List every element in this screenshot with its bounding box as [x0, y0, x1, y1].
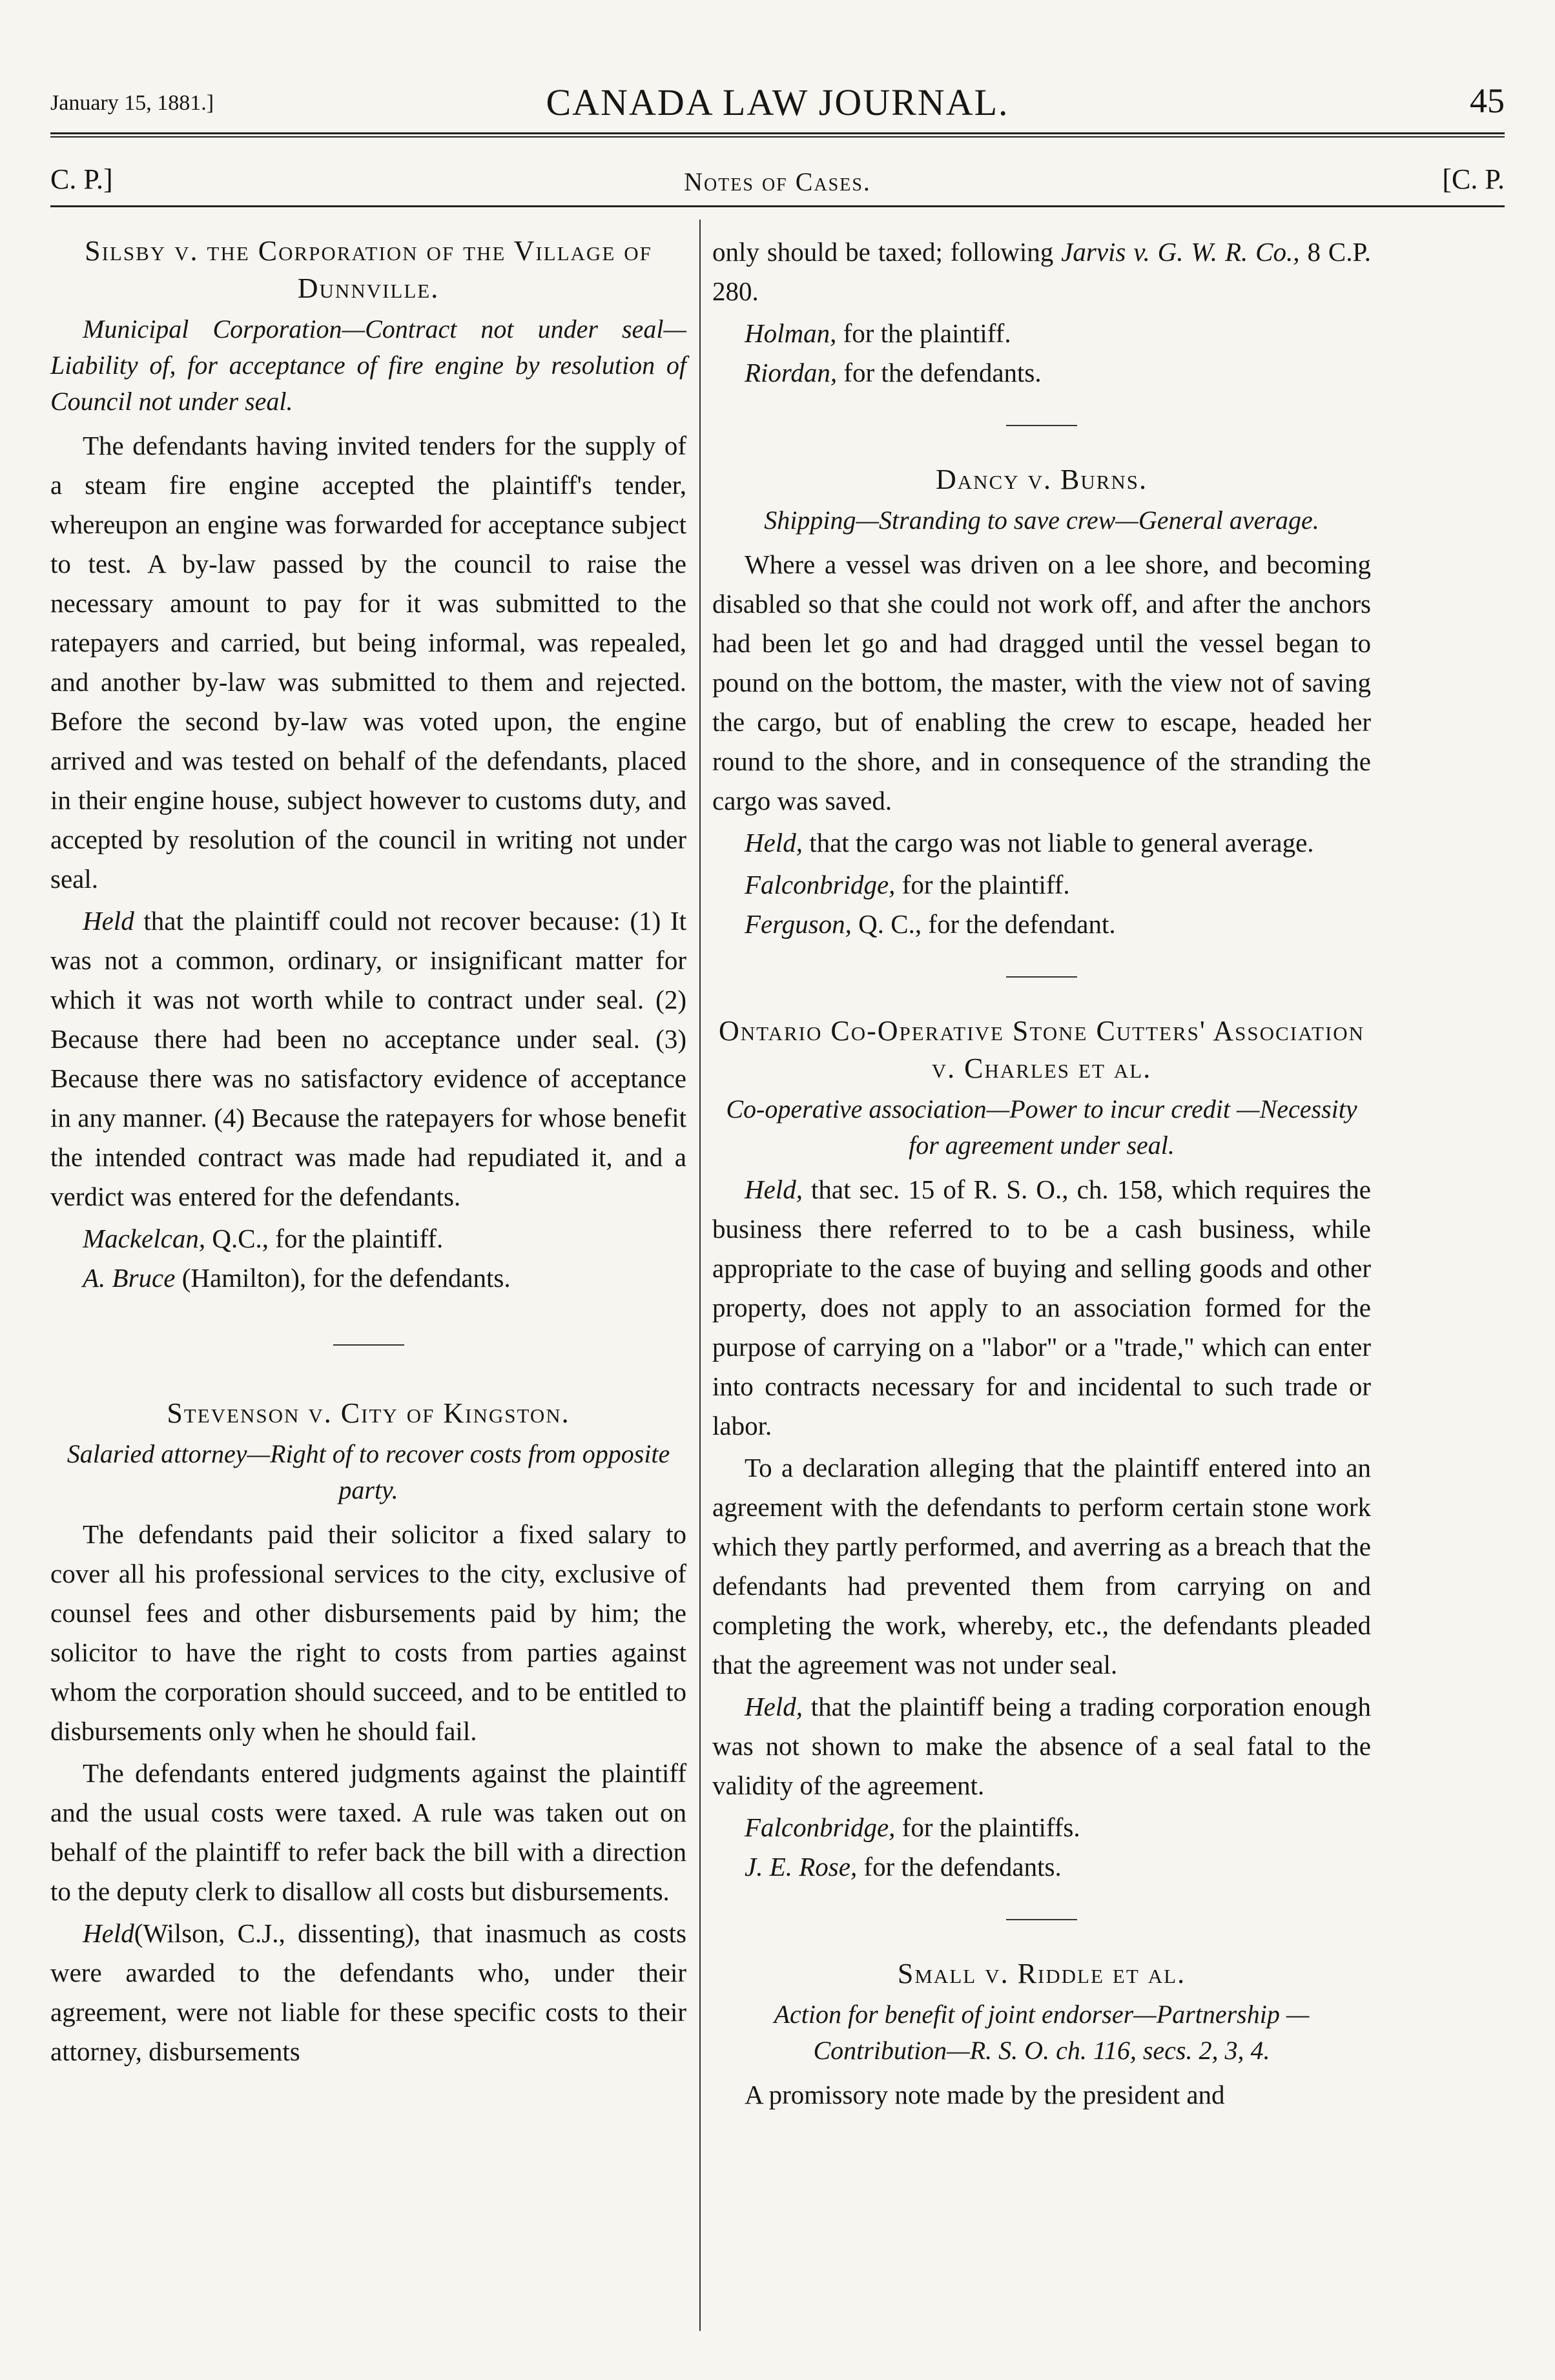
section-title: Notes of Cases.	[684, 167, 871, 196]
court-tag-left: C. P.]	[50, 163, 113, 195]
counsel-name: Falconbridge,	[745, 1812, 896, 1842]
counsel-line	[745, 1847, 1371, 1887]
held-text: that the plaintiff could not recover because: (1) It was not a common, ordinary, or insignificant matter for which it was not worth while to contract under seal. (2) Because there had been no acceptance under seal. (3) Because there was no satisfactory evidence of acceptance in any manner. (4) Because the ratepayers for whose benefit the intended contract was made had repudiated it, and a verdict was entered for the defendants.	[50, 906, 686, 1211]
counsel-role: for the plaintiff.	[836, 318, 1011, 348]
case-title-dancy: Dancy v. Burns.	[935, 464, 1148, 495]
headnote-ontario: Co-operative association—Power to incur credit —Necessity for agreement under seal.	[726, 1094, 1357, 1160]
continued-text: only should be taxed; following	[712, 237, 1062, 267]
left-column	[50, 232, 686, 2074]
counsel-name: Ferguson,	[745, 909, 852, 939]
counsel-role: for the defendants.	[857, 1852, 1062, 1882]
counsel-role: for the plaintiffs.	[895, 1812, 1080, 1842]
counsel-line	[83, 1258, 686, 1298]
paragraph	[50, 901, 686, 1216]
case-separator	[333, 1344, 404, 1346]
counsel-role: (Hamilton), for the defendants.	[175, 1263, 511, 1293]
section-rule	[50, 205, 1505, 207]
case-separator	[1006, 425, 1077, 426]
case-title-stevenson: Stevenson v. City of Kingston.	[167, 1397, 570, 1429]
section-header	[50, 155, 1505, 200]
court-tag-right: [C. P.	[1442, 163, 1505, 195]
held-word: Held	[83, 906, 134, 936]
held-word: Held,	[745, 1692, 803, 1721]
held-text: that sec. 15 of R. S. O., ch. 158, which requires the business there referred to to be a cash business, while appropriate to the case of buying and selling goods and other property, does not apply to an association formed for the purpose of carrying on a "labor" or a "trade," which can enter into contracts necessary for and incidental to such trade or labor.	[712, 1175, 1371, 1441]
held-word: Held	[83, 1918, 134, 1948]
running-header	[50, 74, 1505, 132]
paragraph	[712, 1687, 1371, 1805]
paragraph-continued	[712, 232, 1371, 311]
counsel-name: Falconbridge,	[745, 870, 896, 899]
counsel-line	[745, 314, 1371, 353]
headnote-stevenson: Salaried attorney—Right of to recover costs from opposite party.	[67, 1439, 670, 1504]
held-text: that the cargo was not liable to general average.	[802, 828, 1314, 857]
case-citation: Jarvis v. G. W. R. Co.,	[1061, 237, 1300, 267]
paragraph	[50, 1914, 686, 2071]
paragraph: The defendants having invited tenders for the supply of a steam fire engine accepted the plaintiff's tender, whereupon an engine was forwarded for acceptance subject to test. A by-law passed by the council to raise the necessary amount to pay for it was submitted to the ratepayers and carried, but being informal, was repealed, and another by-law was submitted to them and rejected. Before the second by-law was voted upon, the engine arrived and was tested on behalf of the defendants, placed in their engine house, subject however to customs duty, and accepted by resolution of the council in writing not under seal.	[50, 431, 686, 894]
held-word: Held,	[745, 1175, 803, 1204]
case-title-small: Small v. Riddle et al.	[897, 1958, 1186, 1989]
column-divider	[699, 220, 701, 2331]
citation-reference: 8 C.P. 280.	[712, 237, 1371, 306]
headnote-silsby: Municipal Corporation—Contract not under seal—Liability of, for acceptance of fire engine by resolution of Council not under seal.	[50, 314, 686, 416]
counsel-line	[745, 865, 1371, 905]
counsel-role: for the plaintiff.	[895, 870, 1070, 899]
right-column	[712, 232, 1371, 2117]
journal-title: CANADA LAW JOURNAL.	[546, 81, 1009, 123]
paragraph: The defendants paid their solicitor a fixed salary to cover all his professional services to the city, exclusive of counsel fees and other disbursements paid by him; the solicitor to have the right to costs from parties against whom the corporation should succeed, and to be entitled to disbursements only when he should fail.	[50, 1519, 686, 1746]
headnote-small: Action for benefit of joint endorser—Partnership —Contribution—R. S. O. ch. 116, secs. 2, 3, 4.	[774, 2000, 1310, 2065]
paragraph: The defendants entered judgments against the plaintiff and the usual costs were taxed. A rule was taken out on behalf of the plaintiff to refer back the bill with a direction to the deputy clerk to disallow all costs but disbursements.	[50, 1758, 686, 1906]
header-double-rule	[50, 132, 1505, 138]
paragraph	[712, 823, 1371, 863]
counsel-role: Q.C., for the plaintiff.	[205, 1224, 444, 1253]
counsel-name: A. Bruce	[83, 1263, 176, 1293]
held-text: that the plaintiff being a trading corporation enough was not shown to make the absence of a seal fatal to the validity of the agreement.	[712, 1692, 1371, 1800]
counsel-line	[83, 1219, 686, 1258]
counsel-name: Riordan,	[745, 358, 838, 387]
counsel-name: J. E. Rose,	[745, 1852, 858, 1882]
case-title-ontario: Ontario Co-Operative Stone Cutters' Association v. Charles et al.	[718, 1015, 1365, 1084]
counsel-line	[745, 905, 1371, 944]
paragraph	[712, 1170, 1371, 1446]
counsel-line	[745, 353, 1371, 393]
counsel-role: Q. C., for the defendant.	[851, 909, 1116, 939]
counsel-role: for the defendants.	[837, 358, 1042, 387]
page-number: 45	[1470, 81, 1505, 120]
counsel-line	[745, 1808, 1371, 1847]
counsel-name: Mackelcan,	[83, 1224, 206, 1253]
case-separator	[1006, 1919, 1077, 1920]
headnote-dancy: Shipping—Stranding to save crew—General average.	[764, 506, 1319, 535]
counsel-name: Holman,	[745, 318, 837, 348]
issue-date: January 15, 1881.]	[50, 91, 214, 115]
held-text: (Wilson, C.J., dissenting), that inasmuch as costs were awarded to the defendants who, under their agreement, were not liable for these specific costs to their attorney, disbursements	[50, 1918, 686, 2066]
case-separator	[1006, 976, 1077, 978]
held-word: Held,	[745, 828, 803, 857]
paragraph: To a declaration alleging that the plaintiff entered into an agreement with the defendants to perform certain stone work which they partly performed, and averring as a breach that the defendants had prevented them from carrying on and completing the work, whereby, etc., the defendants pleaded that the agreement was not under seal.	[712, 1453, 1371, 1679]
paragraph: Where a vessel was driven on a lee shore, and becoming disabled so that she could not work off, and after the anchors had been let go and had dragged until the vessel began to pound on the bottom, the master, with the view not of saving the cargo, but of enabling the crew to escape, headed her round to the shore, and in consequence of the stranding the cargo was saved.	[712, 549, 1371, 816]
paragraph: A promissory note made by the president and	[745, 2080, 1225, 2109]
case-title-silsby: Silsby v. the Corporation of the Village of Dunnville.	[85, 235, 652, 304]
